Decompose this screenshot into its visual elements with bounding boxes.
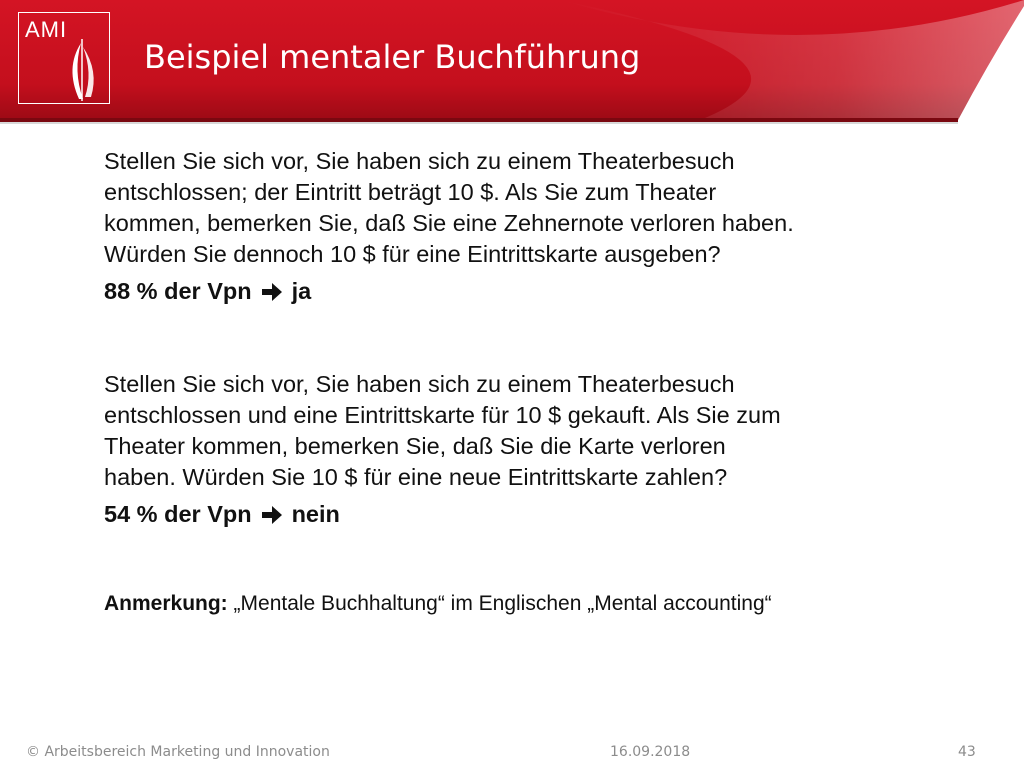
header-banner [0, 0, 1024, 124]
result-2-answer: nein [291, 501, 340, 527]
slide-content [104, 146, 984, 616]
slide-title: Beispiel mentaler Buchführung [144, 38, 641, 76]
question-1-line: Würden Sie dennoch 10 $ für eine Eintrittskarte ausgeben? [104, 241, 721, 267]
question-2-line: entschlossen und eine Eintrittskarte für 10 $ gekauft. Als Sie zum [104, 402, 781, 428]
question-1 [104, 146, 984, 270]
note [104, 592, 984, 616]
question-1-line: Stellen Sie sich vor, Sie haben sich zu einem Theaterbesuch [104, 148, 735, 174]
question-2-line: haben. Würden Sie 10 $ für eine neue Eintrittskarte zahlen? [104, 464, 728, 490]
note-text: „Mentale Buchhaltung“ im Englischen „Mental accounting“ [227, 592, 772, 615]
question-2-line: Stellen Sie sich vor, Sie haben sich zu einem Theaterbesuch [104, 371, 735, 397]
note-label: Anmerkung: [104, 592, 228, 615]
result-2 [104, 501, 984, 528]
footer-date: 16.09.2018 [610, 744, 691, 760]
question-2-line: Theater kommen, bemerken Sie, daß Sie die Karte verloren [104, 433, 726, 459]
result-1-answer: ja [291, 278, 312, 304]
footer-copyright: © Arbeitsbereich Marketing und Innovation [26, 744, 330, 760]
logo-text: AMI [25, 17, 68, 42]
question-2 [104, 369, 984, 493]
sailboat-icon [19, 13, 111, 105]
question-1-line: kommen, bemerken Sie, daß Sie eine Zehnernote verloren haben. [104, 210, 794, 236]
ami-logo [18, 12, 110, 104]
result-1-value: 88 % der Vpn [104, 278, 252, 304]
result-1 [104, 278, 984, 305]
arrow-right-icon [260, 281, 284, 303]
result-2-value: 54 % der Vpn [104, 501, 252, 527]
arrow-right-icon [260, 504, 284, 526]
footer-page-number: 43 [958, 744, 976, 760]
question-1-line: entschlossen; der Eintritt beträgt 10 $. Als Sie zum Theater [104, 179, 717, 205]
